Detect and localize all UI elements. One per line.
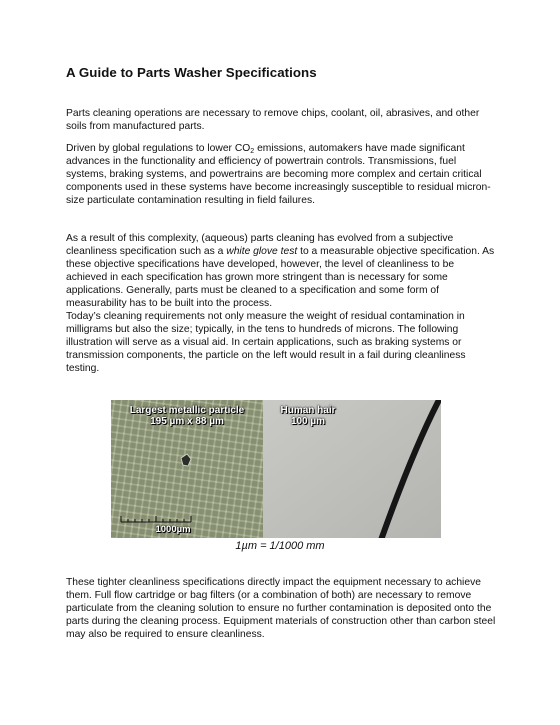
paragraph-requirements: Today’s cleaning requirements not only measure the weight of residual contamination in milligrams but also the size; typically, in the tens to hundreds of microns. The following illustration will serve as a visual aid. In certain applications, such as braking systems or transmission components, the particle on the left would result in a fail during cleanliness testing. bbox=[66, 311, 466, 374]
document-title: A Guide to Parts Washer Specifications bbox=[66, 65, 317, 80]
white-glove-test-emphasis: white glove test bbox=[226, 245, 298, 257]
paragraph-complexity-text-b: to a measurable objective specification. As these objective specifications have developed, however, the level of cleanliness to be achieved in each specification has grown more stringent than is necessary for some applications. Generally, parts must be cleaned to a specification and some form of measurability has to be built into the process. bbox=[66, 245, 495, 309]
paragraph-regulations-text-b: emissions, automakers have made significant advances in the functionality and efficiency of powertrain controls. Transmissions, fuel systems, braking systems, and powertrains are becoming more complex and certain critical components used in these systems have become increasingly susceptible to residual micron-size particulate contamination resulting in field failures. bbox=[66, 143, 491, 206]
paragraph-equipment: These tighter cleanliness specifications directly impact the equipment necessary to achieve them. Full flow cartridge or bag filters (or a combination of both) are necessary to remove particulate from the cleaning solution to ensure no further contamination is deposited onto the parts during the cleaning process. Equipment materials of construction other than carbon steel may also be required to ensure cleanliness. bbox=[66, 577, 496, 640]
metallic-particle-size: 195 µm x 88 µm bbox=[150, 416, 224, 427]
paragraph-intro: Parts cleaning operations are necessary to remove chips, coolant, oil, abrasives, and other soils from manufactured parts. bbox=[66, 108, 480, 132]
figure-caption: 1µm = 1/1000 mm bbox=[235, 540, 325, 552]
particle-comparison-figure bbox=[111, 400, 441, 538]
paragraph-regulations-text-a: Driven by global regulations to lower CO bbox=[66, 143, 251, 154]
human-hair-size: 100 µm bbox=[290, 416, 326, 427]
paragraph-complexity bbox=[66, 233, 496, 310]
human-hair-label: Human hair bbox=[280, 405, 336, 416]
co2-subscript: 2 bbox=[250, 148, 255, 155]
metallic-particle-label: Largest metallic particle bbox=[129, 405, 245, 416]
paragraph-complexity-text-a: As a result of this complexity, (aqueous) parts cleaning has evolved from a subjective cleanliness specification such as a bbox=[66, 233, 454, 257]
scale-bar-label: 1000µm bbox=[155, 524, 191, 535]
paragraph-regulations bbox=[66, 143, 496, 208]
